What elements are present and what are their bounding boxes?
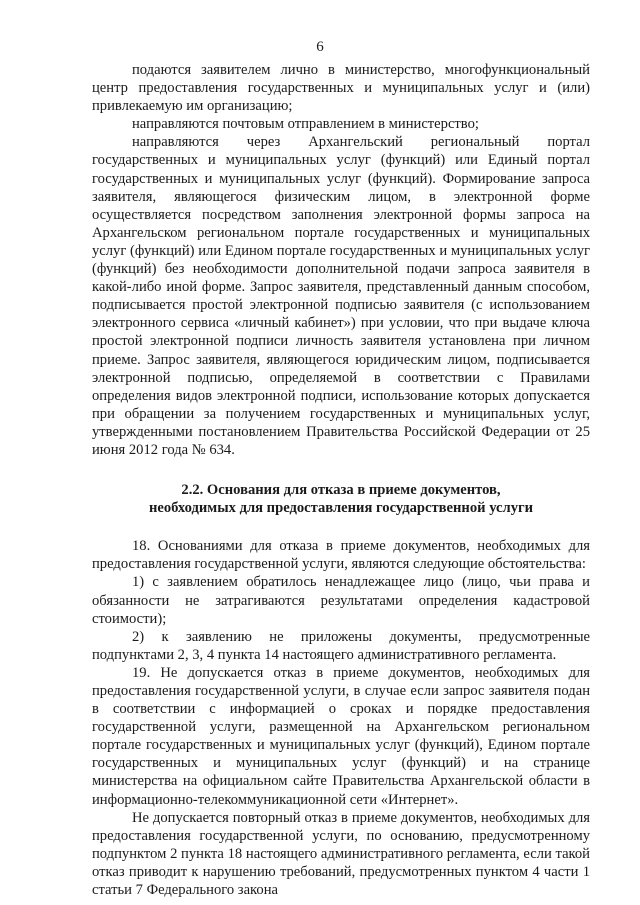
document-body <box>92 61 590 899</box>
page-number: 6 <box>316 39 324 55</box>
paragraph-item-18-2: 2) к заявлению не приложены документы, предусмотренные подпунктами 2, 3, 4 пункта 14 настоящего административного регламента. <box>92 628 590 663</box>
paragraph-sent-by-mail: направляются почтовым отправлением в министерство; <box>132 116 479 133</box>
paragraph-item-18-1: 1) с заявлением обратилось ненадлежащее лицо (лицо, чьи права и обязанности не затрагиваются результатами определения кадастровой стоимости); <box>92 574 590 627</box>
paragraph-item-19: 19. Не допускается отказ в приеме документов, необходимых для предоставления государственной услуги, в случае если запрос заявителя подан в соответствии с информацией о сроках и порядке предоставления государственной услуги, размещенной на Архангельском региональном портале государственных и муниципальных услуг (функций), Едином портале государственных и муниципальных услуг (функций) и на странице министерства на официальном сайте Правительства Архангельской области в информационно-телекоммуникационной сети «Интернет». <box>92 664 590 808</box>
section-title <box>92 481 590 517</box>
section-title-line-2: необходимых для предоставления государственной услуги <box>148 500 534 517</box>
paragraph-submitted-in-person: подаются заявителем лично в министерство, многофункциональный центр предоставления государственных и муниципальных услуг и (или) привлекаемую им организацию; <box>92 62 590 115</box>
paragraph-sent-via-portal: направляются через Архангельский региональный портал государственных и муниципальных услуг (функций) или Единый портал государственных и муниципальных услуг (функций). Формирование запроса заявителя, являющегося физическим лицом, в электронной форме осуществляется посредством заполнения электронной формы запроса на Архангельском региональном портале государственных и муниципальных услуг (функций) или Едином портале государственных и муниципальных услуг (функций) без необходимости дополнительной подачи запроса заявителя в какой-либо иной форме. Запрос заявителя, представленный данным способом, подписывается простой электронной подписью заявителя (с использованием электронного сервиса «личный кабинет») при условии, что при выдаче ключа простой электронной подписи личность заявителя установлена при личном приеме. Запрос заявителя, являющегося юридическим лицом, подписывается электронной подписью, определяемой в соответствии с Правилами определения видов электронной подписи, использование которых допускается при обращении за получением государственных и муниципальных услуг, утвержденными постановлением Правительства Российской Федерации от 25 июня 2012 года № 634. <box>92 134 590 458</box>
paragraph-item-18: 18. Основаниями для отказа в приеме документов, необходимых для предоставления государственной услуги, являются следующие обстоятельства: <box>92 538 590 573</box>
paragraph-repeated-refusal: Не допускается повторный отказ в приеме документов, необходимых для предоставления государственной услуги, по основанию, предусмотренному подпунктом 2 пункта 18 настоящего административного регламента, если такой отказ приводит к нарушению требований, предусмотренных пунктом 4 части 1 статьи 7 Федерального закона <box>92 809 590 899</box>
section-title-line-1: 2.2. Основания для отказа в приеме документов, <box>181 482 501 499</box>
